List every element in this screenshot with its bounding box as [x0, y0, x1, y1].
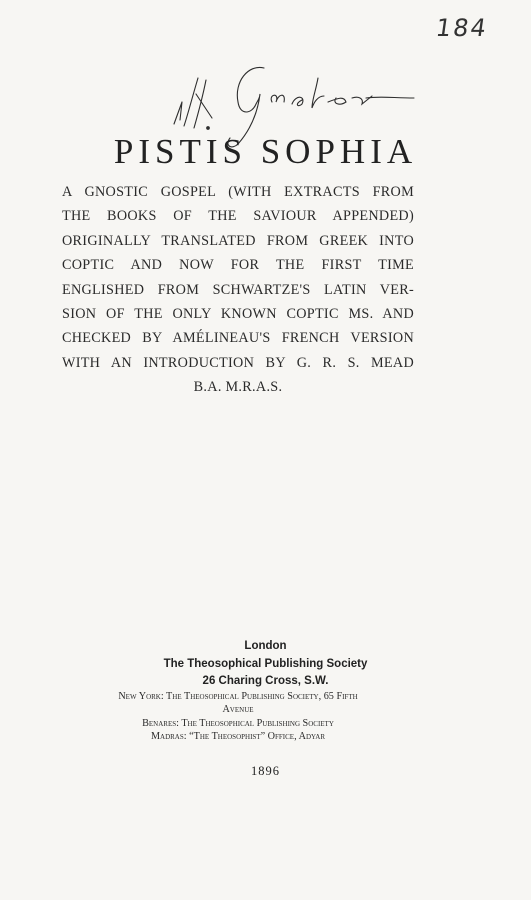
publisher-address: 26 Charing Cross, S.W.: [202, 675, 329, 687]
agency-list: [62, 690, 414, 744]
agency-line: Avenue: [222, 704, 254, 716]
description-line: SION OF THE ONLY KNOWN COPTIC MS. AND: [62, 305, 414, 322]
description-line: CHECKED BY AMÉLINEAU'S FRENCH VERSION: [62, 330, 414, 347]
description-line: WITH AN INTRODUCTION BY G. R. S. MEAD: [62, 354, 414, 371]
description-line: ENGLISHED FROM SCHWARTZE'S LATIN VER-: [62, 281, 414, 298]
description-line: B.A. M.R.A.S.: [193, 379, 283, 396]
publication-year: 1896: [251, 764, 280, 778]
book-title: PISTIS SOPHIA: [113, 132, 418, 171]
description-line: A GNOSTIC GOSPEL (WITH EXTRACTS FROM: [62, 184, 414, 200]
description-line: THE BOOKS OF THE SAVIOUR APPENDED): [62, 208, 414, 225]
publisher-name: The Theosophical Publishing Society: [163, 657, 368, 670]
shelf-mark: 184: [434, 14, 490, 42]
agency-line: Madras: “The Theosophist” Office, Adyar: [150, 731, 326, 743]
agency-line: Benares: The Theosophical Publishing Society: [142, 717, 334, 729]
publisher-imprint: [0, 638, 531, 691]
publisher-city: London: [244, 640, 287, 652]
description-line: COPTIC AND NOW FOR THE FIRST TIME: [62, 257, 414, 274]
agency-line: New York: The Theosophical Publishing Society, 65 Fifth: [118, 691, 358, 702]
description-line: ORIGINALLY TRANSLATED FROM GREEK INTO: [62, 232, 414, 249]
subtitle-description: [62, 180, 414, 400]
